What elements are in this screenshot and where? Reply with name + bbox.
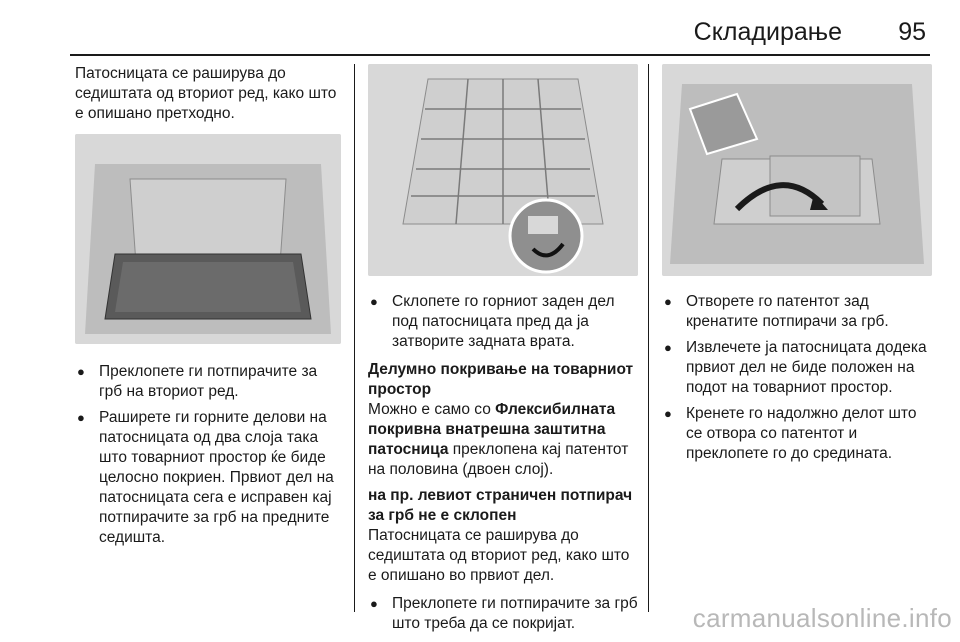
subsection-heading: на пр. левиот страничен потпирач за грб не е склопен — [368, 487, 633, 524]
col2-steps-1 — [368, 292, 638, 352]
list-item: ● Кренете го надолжно делот што се отвора со патентот и преклопете го до средината. — [662, 404, 932, 464]
column-2 — [368, 64, 638, 640]
column-divider-2 — [648, 64, 649, 612]
column-1 — [75, 64, 341, 554]
page-title: Складирање — [693, 18, 842, 46]
paragraph — [368, 400, 638, 480]
list-item: ● Раширете ги горните делови на патосницата од два слоја така што товарниот простор ќе биде целосно покриен. Првиот дел на патосницата сега е исправен кај потпирачите за грб на предните седишта. — [75, 408, 341, 548]
page-header — [70, 14, 930, 56]
paragraph: Патосницата се раширува до седиштата од вториот ред, како што е опишано во првиот дел. — [368, 527, 630, 584]
section-heading: Делумно покривање на товарниот простор — [368, 361, 634, 398]
list-item: ● Преклопете ги потпирачите за грб што треба да се покријат. — [368, 594, 638, 634]
col2-steps-2 — [368, 594, 638, 634]
page-number: 95 — [898, 18, 926, 46]
paragraph-bold-text: Флексибилната покривна внатрешна заштитна патосница — [368, 401, 616, 458]
folded-floor-cover-illustration — [368, 64, 638, 276]
paragraph-text: Можно е само со — [368, 401, 496, 418]
col1-steps — [75, 362, 341, 548]
column-divider-1 — [354, 64, 355, 612]
column-3 — [662, 64, 932, 470]
list-item: ● Преклопете ги потпирачите за грб на вториот ред. — [75, 362, 341, 402]
intro-paragraph: Патосницата се раширува до седиштата од вториот ред, како што е опишано претходно. — [75, 65, 337, 122]
cargo-floor-cover-illustration — [75, 134, 341, 344]
watermark: carmanualsonline.info — [692, 603, 952, 633]
list-item: ● Отворете го патентот зад кренатите потпирачи за грб. — [662, 292, 932, 332]
zipper-floor-cover-illustration — [662, 64, 932, 276]
list-item: ● Склопете го горниот заден дел под патосницата пред да ја затворите задната врата. — [368, 292, 638, 352]
paragraph-text: преклопена кај патентот на половина (двоен слој). — [368, 441, 629, 478]
col3-steps — [662, 292, 932, 464]
list-item: ● Извлечете ја патосницата додека првиот дел не биде положен на подот на товарниот простор. — [662, 338, 932, 398]
